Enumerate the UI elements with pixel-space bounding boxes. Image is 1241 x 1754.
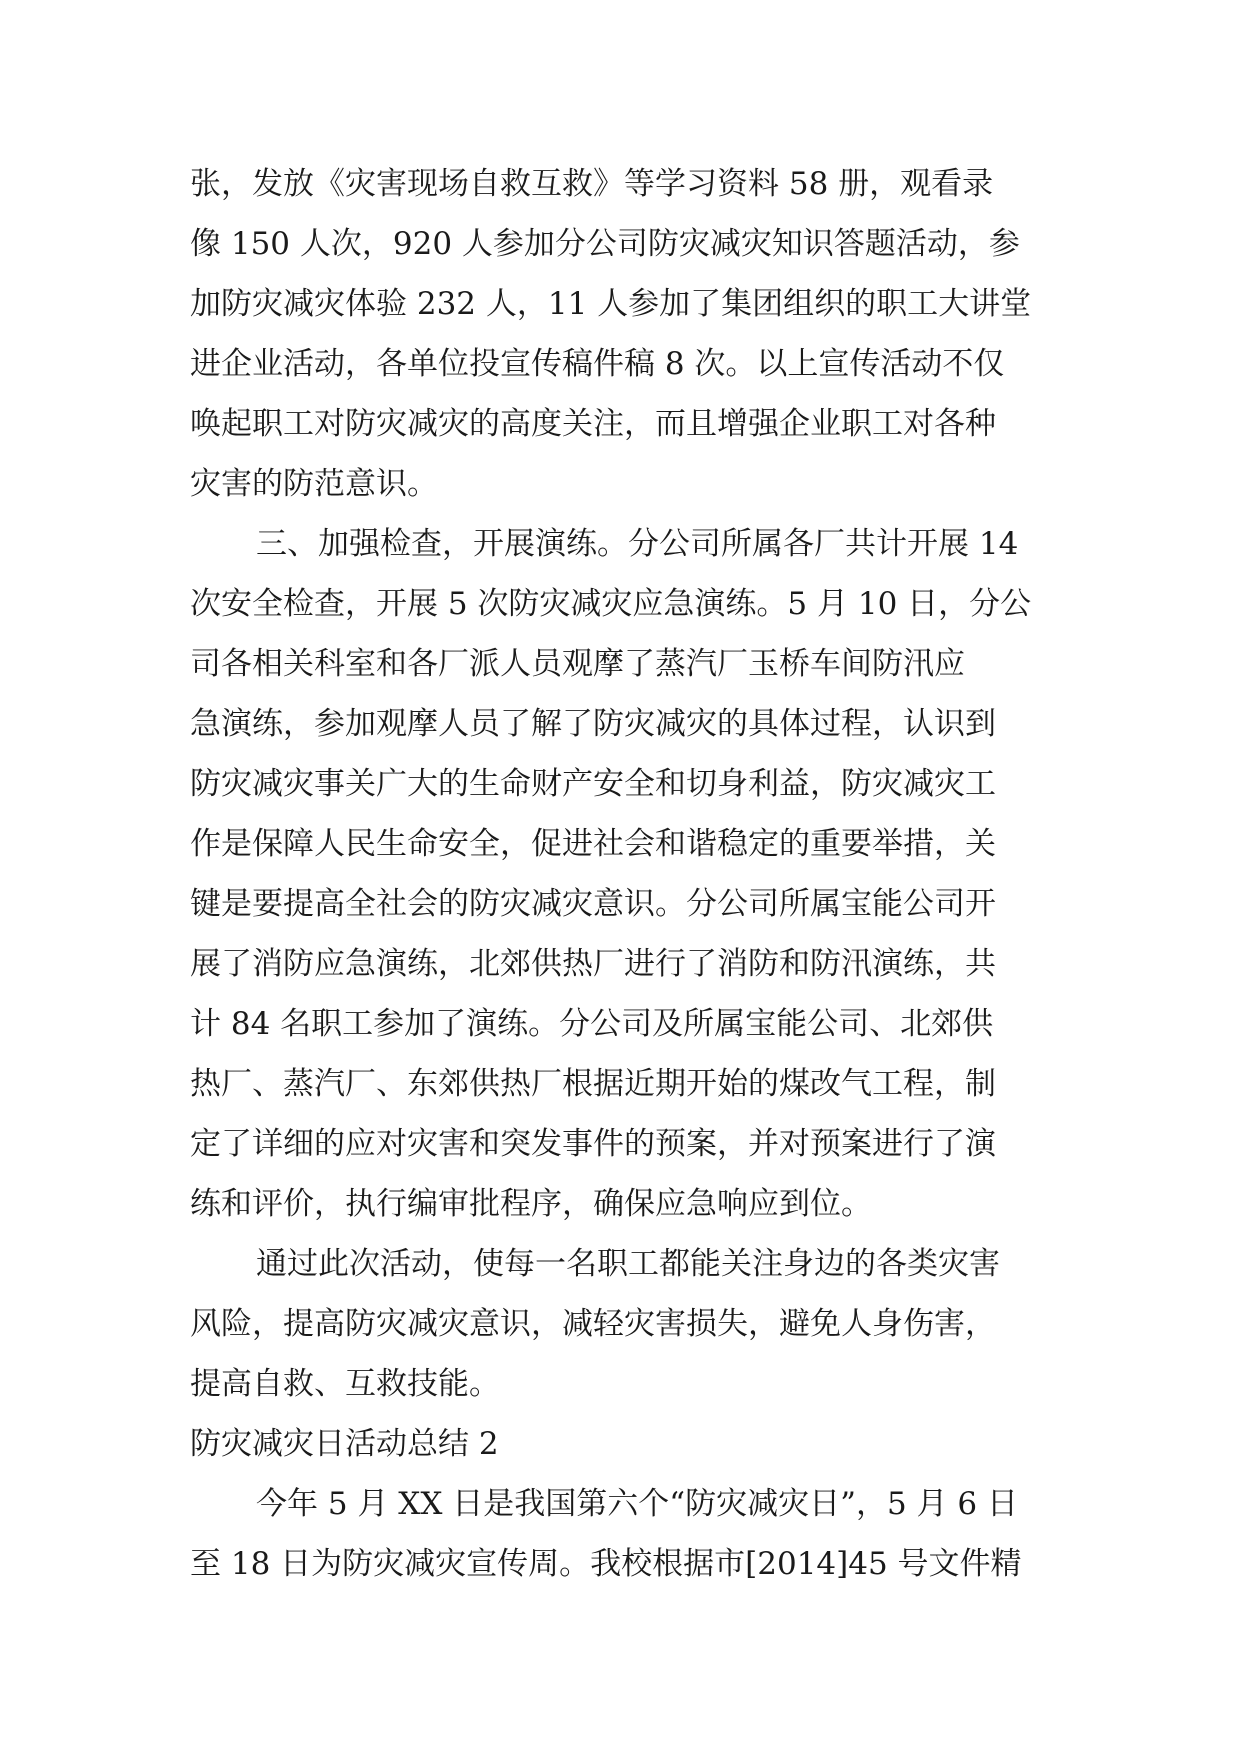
paragraph-line: 风险，提高防灾减灾意识，减轻灾害损失，避免人身伤害，	[190, 1306, 996, 1342]
paragraph-line: 定了详细的应对灾害和突发事件的预案，并对预案进行了演	[190, 1126, 996, 1162]
paragraph-line: 键是要提高全社会的防灾减灾意识。分公司所属宝能公司开	[190, 886, 996, 922]
paragraph-line: 张，发放《灾害现场自救互救》等学习资料 58 册，观看录	[190, 166, 994, 202]
paragraph-line: 司各相关科室和各厂派人员观摩了蒸汽厂玉桥车间防汛应	[190, 646, 965, 682]
paragraph-line: 作是保障人民生命安全，促进社会和谐稳定的重要举措，关	[190, 826, 996, 862]
paragraph-line: 像 150 人次，920 人参加分公司防灾减灾知识答题活动，参	[190, 226, 1020, 262]
section-heading: 防灾减灾日活动总结 2	[190, 1426, 499, 1462]
paragraph-line: 练和评价，执行编审批程序，确保应急响应到位。	[190, 1186, 872, 1222]
paragraph-line: 提高自救、互救技能。	[190, 1366, 500, 1402]
paragraph-line: 次安全检查，开展 5 次防灾减灾应急演练。5 月 10 日，分公	[190, 586, 1032, 622]
paragraph-line: 计 84 名职工参加了演练。分公司及所属宝能公司、北郊供	[190, 1006, 994, 1042]
paragraph-line: 今年 5 月 XX 日是我国第六个“防灾减灾日”，5 月 6 日	[256, 1486, 1018, 1522]
paragraph-line: 通过此次活动，使每一名职工都能关注身边的各类灾害	[256, 1246, 1000, 1282]
paragraph-line: 至 18 日为防灾减灾宣传周。我校根据市[2014]45 号文件精	[190, 1546, 1022, 1582]
paragraph-line: 热厂、蒸汽厂、东郊供热厂根据近期开始的煤改气工程，制	[190, 1066, 996, 1102]
paragraph-line: 唤起职工对防灾减灾的高度关注，而且增强企业职工对各种	[190, 406, 996, 442]
paragraph-line: 加防灾减灾体验 232 人，11 人参加了集团组织的职工大讲堂	[190, 286, 1032, 322]
paragraph-line: 三、加强检查，开展演练。分公司所属各厂共计开展 14	[256, 526, 1019, 562]
paragraph-line: 急演练，参加观摩人员了解了防灾减灾的具体过程，认识到	[190, 706, 996, 742]
paragraph-line: 展了消防应急演练，北郊供热厂进行了消防和防汛演练，共	[190, 946, 996, 982]
paragraph-line: 进企业活动，各单位投宣传稿件稿 8 次。以上宣传活动不仅	[190, 346, 1005, 382]
paragraph-line: 防灾减灾事关广大的生命财产安全和切身利益，防灾减灾工	[190, 766, 996, 802]
paragraph-line: 灾害的防范意识。	[190, 466, 438, 502]
